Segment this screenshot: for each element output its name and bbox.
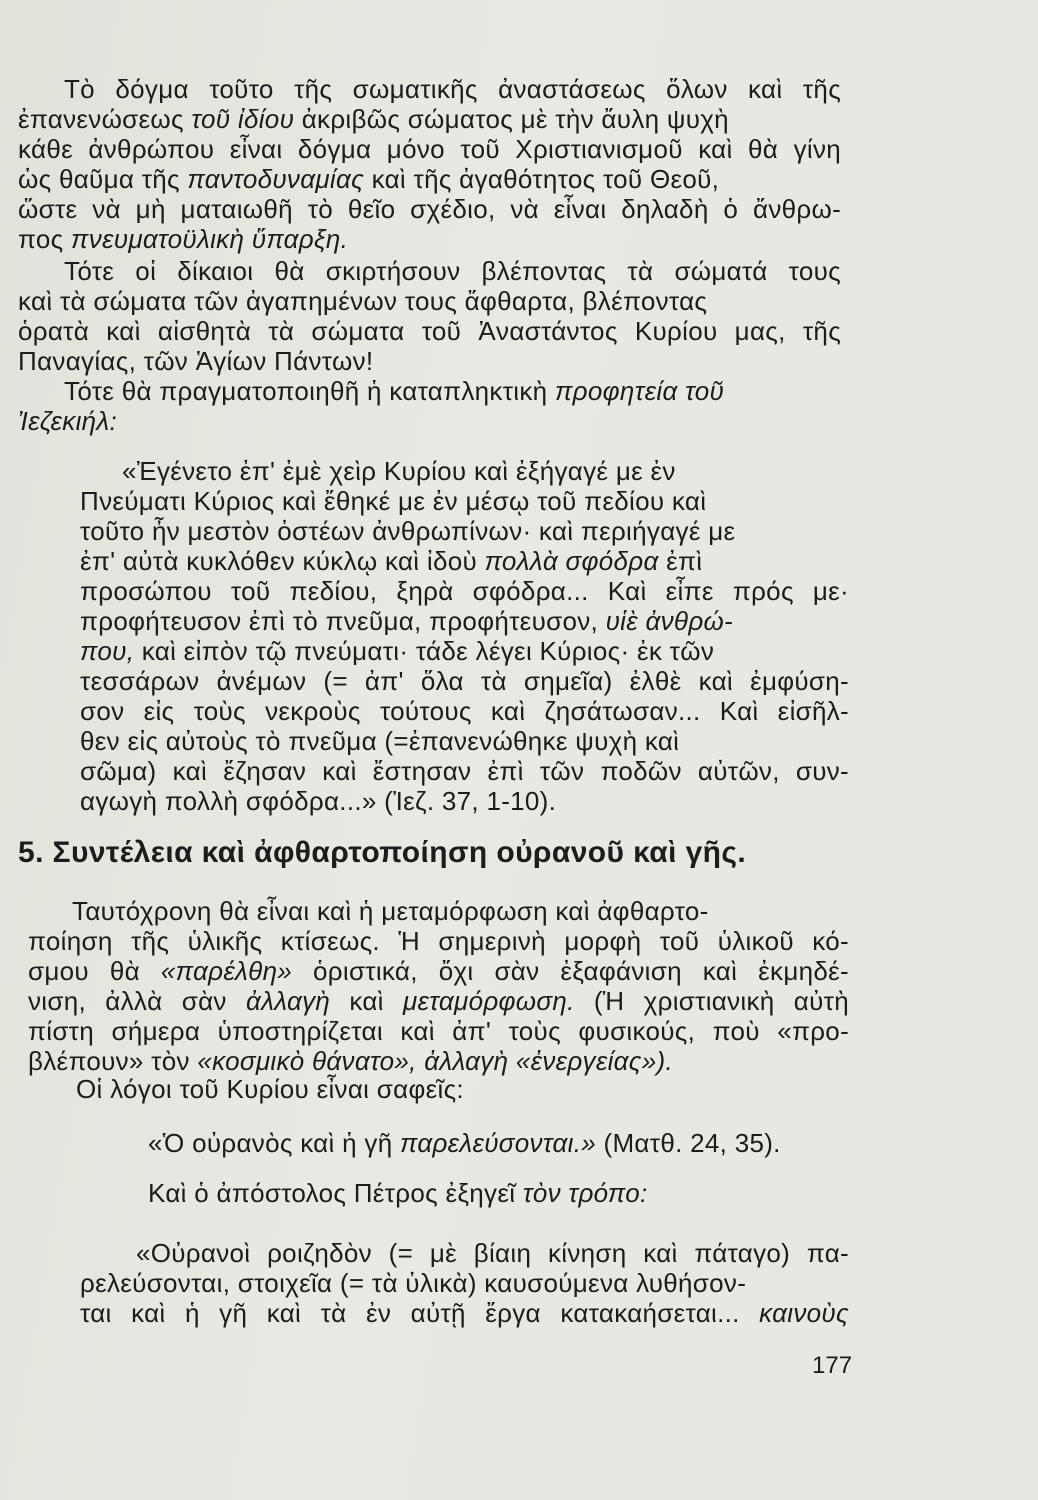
text-line: σμου θὰ «παρέλθη» ὁριστικά, ὄχι σὰν ἐξαφάνιση καὶ ἐκμηδέ- (28, 956, 849, 986)
text-line: θεν εἰς αὐτοὺς τὸ πνεῦμα (=ἐπανενώθηκε ψυχὴ καὶ (80, 726, 680, 756)
section-heading: 5. Συντέλεια καὶ ἀφθαρτοποίηση οὐρανοῦ καὶ γῆς. (18, 836, 747, 869)
text-line: «Ὁ οὐρανὸς καὶ ἡ γῆ παρελεύσονται.» (Ματθ. 24, 35). (148, 1128, 781, 1158)
text-line: Ἰεζεκιήλ: (18, 406, 118, 436)
text-line: ἐπανενώσεως τοῦ ἰδίου ἀκριβῶς σώματος μὲ τὴν ἄυλη ψυχὴ (18, 104, 729, 134)
text-line: Οἱ λόγοι τοῦ Κυρίου εἶναι σαφεῖς: (76, 1074, 464, 1104)
text-line: Ταυτόχρονη θὰ εἶναι καὶ ἡ μεταμόρφωση καὶ ἀφθαρτο- (72, 896, 709, 926)
text-line: που, καὶ εἰπὸν τῷ πνεύματι· τάδε λέγει Κύριος· ἐκ τῶν (80, 636, 715, 666)
text-line: προσώπου τοῦ πεδίου, ξηρὰ σφόδρα... Καὶ εἶπε πρός με· (80, 576, 850, 606)
text-line: Καὶ ὁ ἀπόστολος Πέτρος ἐξηγεῖ τὸν τρόπο: (148, 1178, 648, 1208)
text-line: Πνεύματι Κύριος καὶ ἔθηκέ με ἐν μέσῳ τοῦ πεδίου καὶ (80, 486, 707, 516)
text-line: σῶμα) καὶ ἔζησαν καὶ ἔστησαν ἐπὶ τῶν ποδῶν αὐτῶν, συν- (80, 756, 850, 786)
text-line: αγωγὴ πολλὴ σφόδρα...» (Ἰεζ. 37, 1-10). (80, 786, 557, 816)
text-line: ται καὶ ἡ γῆ καὶ τὰ ἐν αὐτῇ ἔργα κατακαήσεται... καινοὺς (80, 1298, 849, 1328)
text-line: «Ἐγένετο ἐπ' ἐμὲ χεὶρ Κυρίου καὶ ἐξήγαγέ με ἐν (122, 456, 676, 486)
text-line: καὶ τὰ σώματα τῶν ἀγαπημένων τους ἄφθαρτα, βλέποντας (18, 286, 708, 316)
text-line: σον εἰς τοὺς νεκροὺς τούτους καὶ ζησάτωσαν... Καὶ εἰσῆλ- (80, 696, 850, 726)
text-line: Τὸ δόγμα τοῦτο τῆς σωματικῆς ἀναστάσεως ὅλων καὶ τῆς (64, 74, 842, 104)
text-line: ὡς θαῦμα τῆς παντοδυναμίας καὶ τῆς ἀγαθότητος τοῦ Θεοῦ, (18, 164, 720, 194)
text-line: βλέπουν» τὸν «κοσμικὸ θάνατο», ἀλλαγὴ «ἐνεργείας»). (28, 1046, 673, 1076)
text-line: νιση, ἀλλὰ σὰν ἀλλαγὴ καὶ μεταμόρφωση. (Ἡ χριστιανικὴ αὐτὴ (28, 986, 849, 1016)
text-line: «Οὐρανοὶ ροιζηδὸν (= μὲ βίαιη κίνηση καὶ πάταγο) πα- (136, 1238, 849, 1268)
text-line: πίστη σήμερα ὑποστηρίζεται καὶ ἀπ' τοὺς φυσικούς, ποὺ «προ- (28, 1016, 850, 1046)
text-line: ὥστε νὰ μὴ ματαιωθῆ τὸ θεῖο σχέδιο, νὰ εἶναι δηλαδὴ ὁ ἄνθρω- (18, 194, 842, 224)
text-line: ἐπ' αὐτὰ κυκλόθεν κύκλῳ καὶ ἰδοὺ πολλὰ σφόδρα ἐπὶ (80, 546, 703, 576)
text-line: πος πνευματοϋλικὴ ὕπαρξη. (18, 224, 349, 254)
text-line: ρελεύσονται, στοιχεῖα (= τὰ ὑλικὰ) καυσούμενα λυθήσον- (80, 1268, 747, 1298)
text-line: Παναγίας, τῶν Ἁγίων Πάντων! (18, 346, 374, 376)
page-number: 177 (812, 1352, 853, 1379)
text-line: τεσσάρων ἀνέμων (= ἀπ' ὅλα τὰ σημεῖα) ἐλθὲ καὶ ἐμφύση- (80, 666, 849, 696)
text-line: ὁρατὰ καὶ αἰσθητὰ τὰ σώματα τοῦ Ἀναστάντος Κυρίου μας, τῆς (18, 316, 842, 346)
text-line: ποίηση τῆς ὑλικῆς κτίσεως. Ἡ σημερινὴ μορφὴ τοῦ ὑλικοῦ κό- (28, 926, 849, 956)
text-line: Τότε θὰ πραγματοποιηθῆ ἡ καταπληκτικὴ προφητεία τοῦ (64, 376, 725, 406)
text-line: κάθε ἀνθρώπου εἶναι δόγμα μόνο τοῦ Χριστιανισμοῦ καὶ θὰ γίνη (18, 134, 842, 164)
text-line: προφήτευσον ἐπὶ τὸ πνεῦμα, προφήτευσον, υἱὲ ἀνθρώ- (80, 606, 734, 636)
text-line: Τότε οἱ δίκαιοι θὰ σκιρτήσουν βλέποντας τὰ σώματά τους (64, 256, 841, 286)
text-line: τοῦτο ἦν μεστὸν ὀστέων ἀνθρωπίνων· καὶ περιήγαγέ με (80, 516, 736, 546)
